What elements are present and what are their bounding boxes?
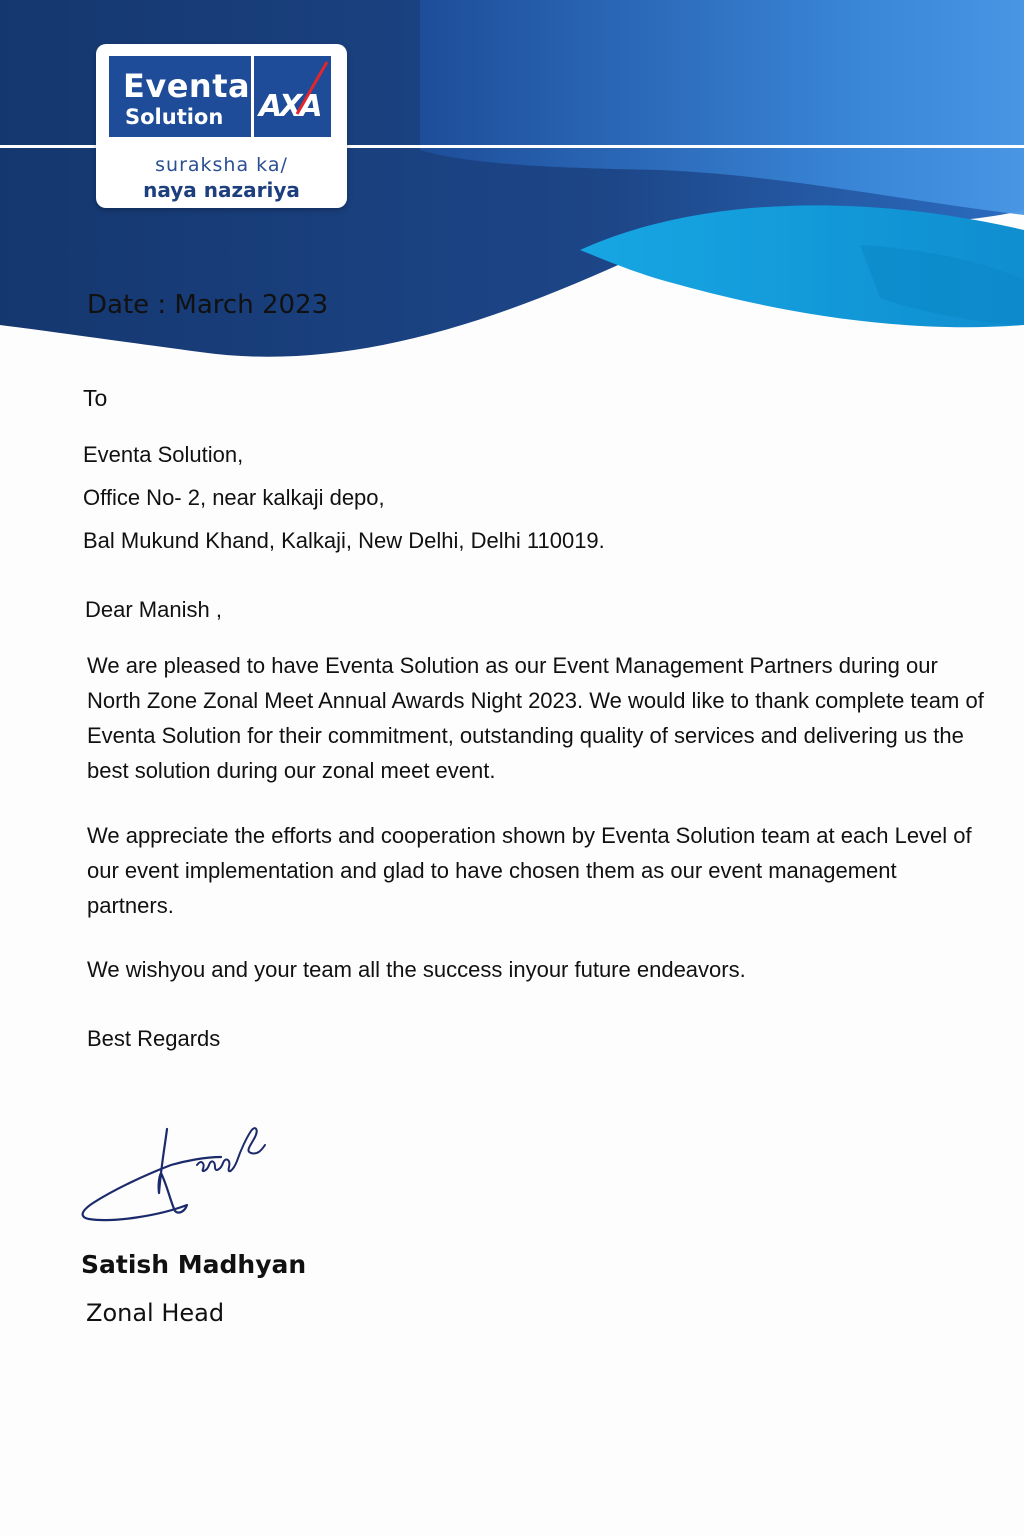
logo-tagline-line1: suraksha ka/ — [155, 154, 288, 176]
signatory-name: Satish Madhyan — [81, 1250, 307, 1279]
body-paragraph: We appreciate the efforts and cooperation shown by Eventa Solution team at each Level of our event implementation and glad to have chosen them as our event management partners. — [87, 823, 972, 918]
address-line: Office No- 2, near kalkaji depo, — [83, 485, 385, 510]
svg-text:AXA: AXA — [259, 89, 320, 124]
letter-date: Date : March 2023 — [87, 290, 329, 320]
company-logo-card — [96, 44, 347, 208]
logo-block — [109, 56, 331, 137]
signatory-title: Zonal Head — [86, 1299, 225, 1327]
logo-wordmark-eventa: Eventa — [123, 67, 251, 105]
address-line: Bal Mukund Khand, Kalkaji, New Delhi, Delhi 110019. — [83, 528, 605, 553]
recipient-to-label: To — [83, 385, 108, 411]
handwritten-signature — [75, 1115, 295, 1230]
recipient-address — [83, 433, 783, 562]
body-paragraph: We wishyou and your team all the success inyour future endeavors. — [87, 957, 746, 982]
salutation: Dear Manish , — [85, 597, 222, 622]
logo-wordmark-solution: Solution — [125, 105, 224, 129]
axa-logo-icon — [255, 56, 331, 137]
logo-tagline-line2: naya nazariya — [143, 178, 300, 202]
logo-divider — [251, 56, 254, 137]
body-paragraph: We are pleased to have Eventa Solution as our Event Management Partners during our North Zone Zonal Meet Annual Awards Night 2023. We would like to thank complete team of Eventa Solution for their commitment, outstanding quality of services and delivering us the best solution during our zonal meet event. — [87, 653, 984, 783]
address-line: Eventa Solution, — [83, 442, 244, 467]
closing-line: Best Regards — [87, 1026, 221, 1051]
